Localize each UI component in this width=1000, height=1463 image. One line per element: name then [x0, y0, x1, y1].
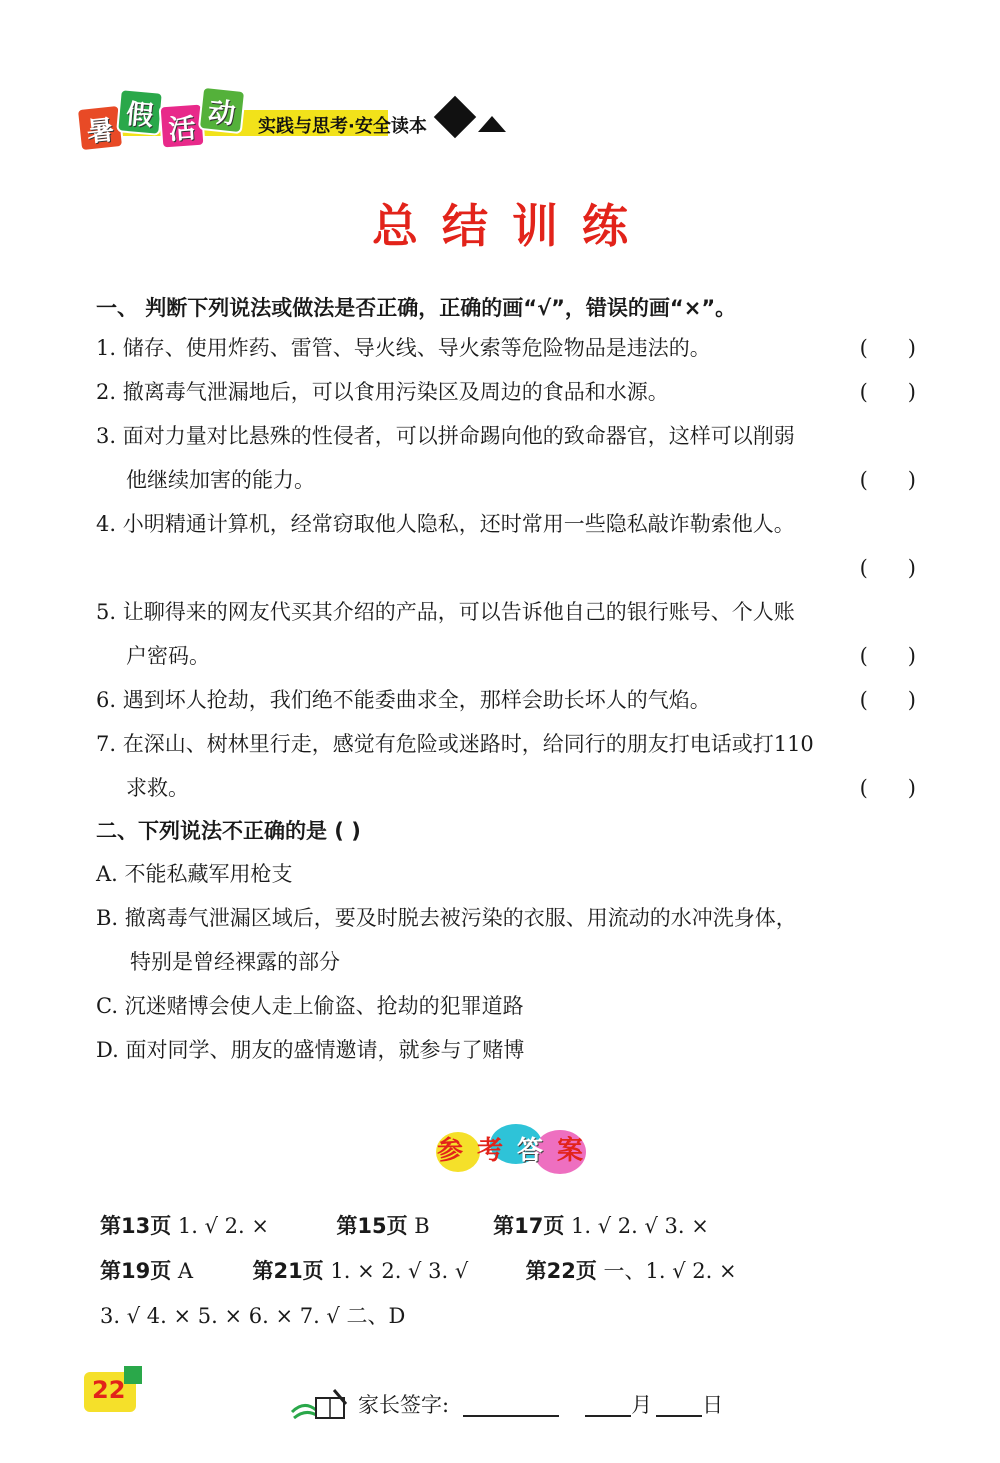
answer-blank[interactable]: ( ) — [859, 776, 916, 800]
answer-blank[interactable]: ( ) — [859, 688, 916, 712]
answer-page: 第22页 — [525, 1259, 597, 1283]
answer-page: 第13页 — [100, 1214, 172, 1238]
question-item — [96, 326, 916, 370]
answer-page: 第15页 — [336, 1214, 408, 1238]
day-label: 日 — [702, 1393, 724, 1417]
answer-key — [100, 1204, 920, 1339]
question-line: 求救。 — [126, 776, 189, 800]
question-line: 4. 小明精通计算机，经常窃取他人隐私，还时常用一些隐私敲诈勒索他人。 — [96, 512, 795, 536]
question-line: 2. 撤离毒气泄漏地后，可以食用污染区及周边的食品和水源。 — [96, 380, 669, 404]
question-line: 6. 遇到坏人抢劫，我们绝不能委曲求全，那样会助长坏人的气焰。 — [96, 688, 711, 712]
header-banner — [78, 88, 528, 150]
question-line: 1. 储存、使用炸药、雷管、导火线、导火索等危险物品是违法的。 — [96, 336, 711, 360]
signature-blank[interactable] — [463, 1391, 559, 1417]
section2-heading: 二、下列说法不正确的是 ( ) — [96, 819, 361, 843]
answer-text: 1. √ 2. × — [171, 1214, 269, 1238]
pen-and-book-icon — [290, 1386, 350, 1422]
signature-label: 家长签字: — [358, 1393, 450, 1417]
exercise-content — [96, 290, 916, 1072]
month-blank[interactable] — [585, 1391, 631, 1417]
page-number-badge — [84, 1366, 144, 1414]
parent-signature — [290, 1384, 723, 1424]
answer-blank[interactable]: ( ) — [859, 468, 916, 492]
answer-title-char: 案 — [556, 1136, 583, 1166]
banner-tile: 假 — [116, 88, 164, 136]
answer-text: 一、1. √ 2. × — [596, 1259, 737, 1283]
question-line: 他继续加害的能力。 — [126, 468, 315, 492]
section1-heading: 一、 判断下列说法或做法是否正确，正确的画“√”，错误的画“×”。 — [96, 296, 737, 320]
answer-text: B — [407, 1214, 430, 1238]
question-item — [96, 502, 916, 590]
question-item — [96, 722, 916, 810]
option-b-continued: 特别是曾经裸露的部分 — [130, 950, 340, 974]
month-label: 月 — [631, 1393, 653, 1417]
answer-page: 第17页 — [493, 1214, 565, 1238]
answer-row — [100, 1204, 920, 1249]
page-number: 22 — [92, 1376, 126, 1404]
day-blank[interactable] — [656, 1391, 702, 1417]
answer-row — [100, 1249, 920, 1294]
answer-title-char: 考 — [476, 1136, 503, 1166]
question-line: 7. 在深山、树林里行走，感觉有危险或迷路时，给同行的朋友打电话或打110 — [96, 732, 814, 756]
answer-title-char: 答 — [516, 1136, 543, 1166]
answer-title-char: 参 — [436, 1136, 463, 1166]
banner-subtitle: 实践与思考·安全读本 — [258, 116, 427, 137]
question-item — [96, 370, 916, 414]
answer-page: 第19页 — [100, 1259, 172, 1283]
option-b: B. 撤离毒气泄漏区域后，要及时脱去被污染的衣服、用流动的水冲洗身体， — [96, 906, 797, 930]
answer-key-title — [430, 1118, 590, 1174]
banner-tile: 动 — [198, 86, 246, 134]
answer-text: A — [171, 1259, 194, 1283]
question-line: 户密码。 — [126, 644, 210, 668]
answer-row — [100, 1294, 920, 1339]
option-d: D. 面对同学、朋友的盛情邀请，就参与了赌博 — [96, 1038, 525, 1062]
question-item — [96, 414, 916, 502]
triangle-icon — [478, 116, 506, 132]
question-item — [96, 678, 916, 722]
answer-text: 3. √ 4. × 5. × 6. × 7. √ 二、D — [100, 1304, 406, 1328]
diamond-icon — [434, 96, 476, 138]
banner-tile: 活 — [159, 103, 206, 150]
page-title: 总结训练 — [372, 199, 652, 253]
question-item — [96, 590, 916, 678]
answer-blank[interactable]: ( ) — [859, 380, 916, 404]
answer-page: 第21页 — [252, 1259, 324, 1283]
answer-text: 1. √ 2. √ 3. × — [564, 1214, 709, 1238]
answer-blank[interactable]: ( ) — [859, 336, 916, 360]
banner-tile: 暑 — [76, 104, 124, 152]
question-line: 5. 让聊得来的网友代买其介绍的产品，可以告诉他自己的银行账号、个人账 — [96, 600, 795, 624]
option-c: C. 沉迷赌博会使人走上偷盗、抢劫的犯罪道路 — [96, 994, 524, 1018]
option-a: A. 不能私藏军用枪支 — [96, 862, 293, 886]
answer-blank[interactable]: ( ) — [859, 644, 916, 668]
question-line: 3. 面对力量对比悬殊的性侵者，可以拼命踢向他的致命器官，这样可以削弱 — [96, 424, 795, 448]
answer-text: 1. × 2. √ 3. √ — [323, 1259, 469, 1283]
answer-blank[interactable]: ( ) — [859, 556, 916, 580]
